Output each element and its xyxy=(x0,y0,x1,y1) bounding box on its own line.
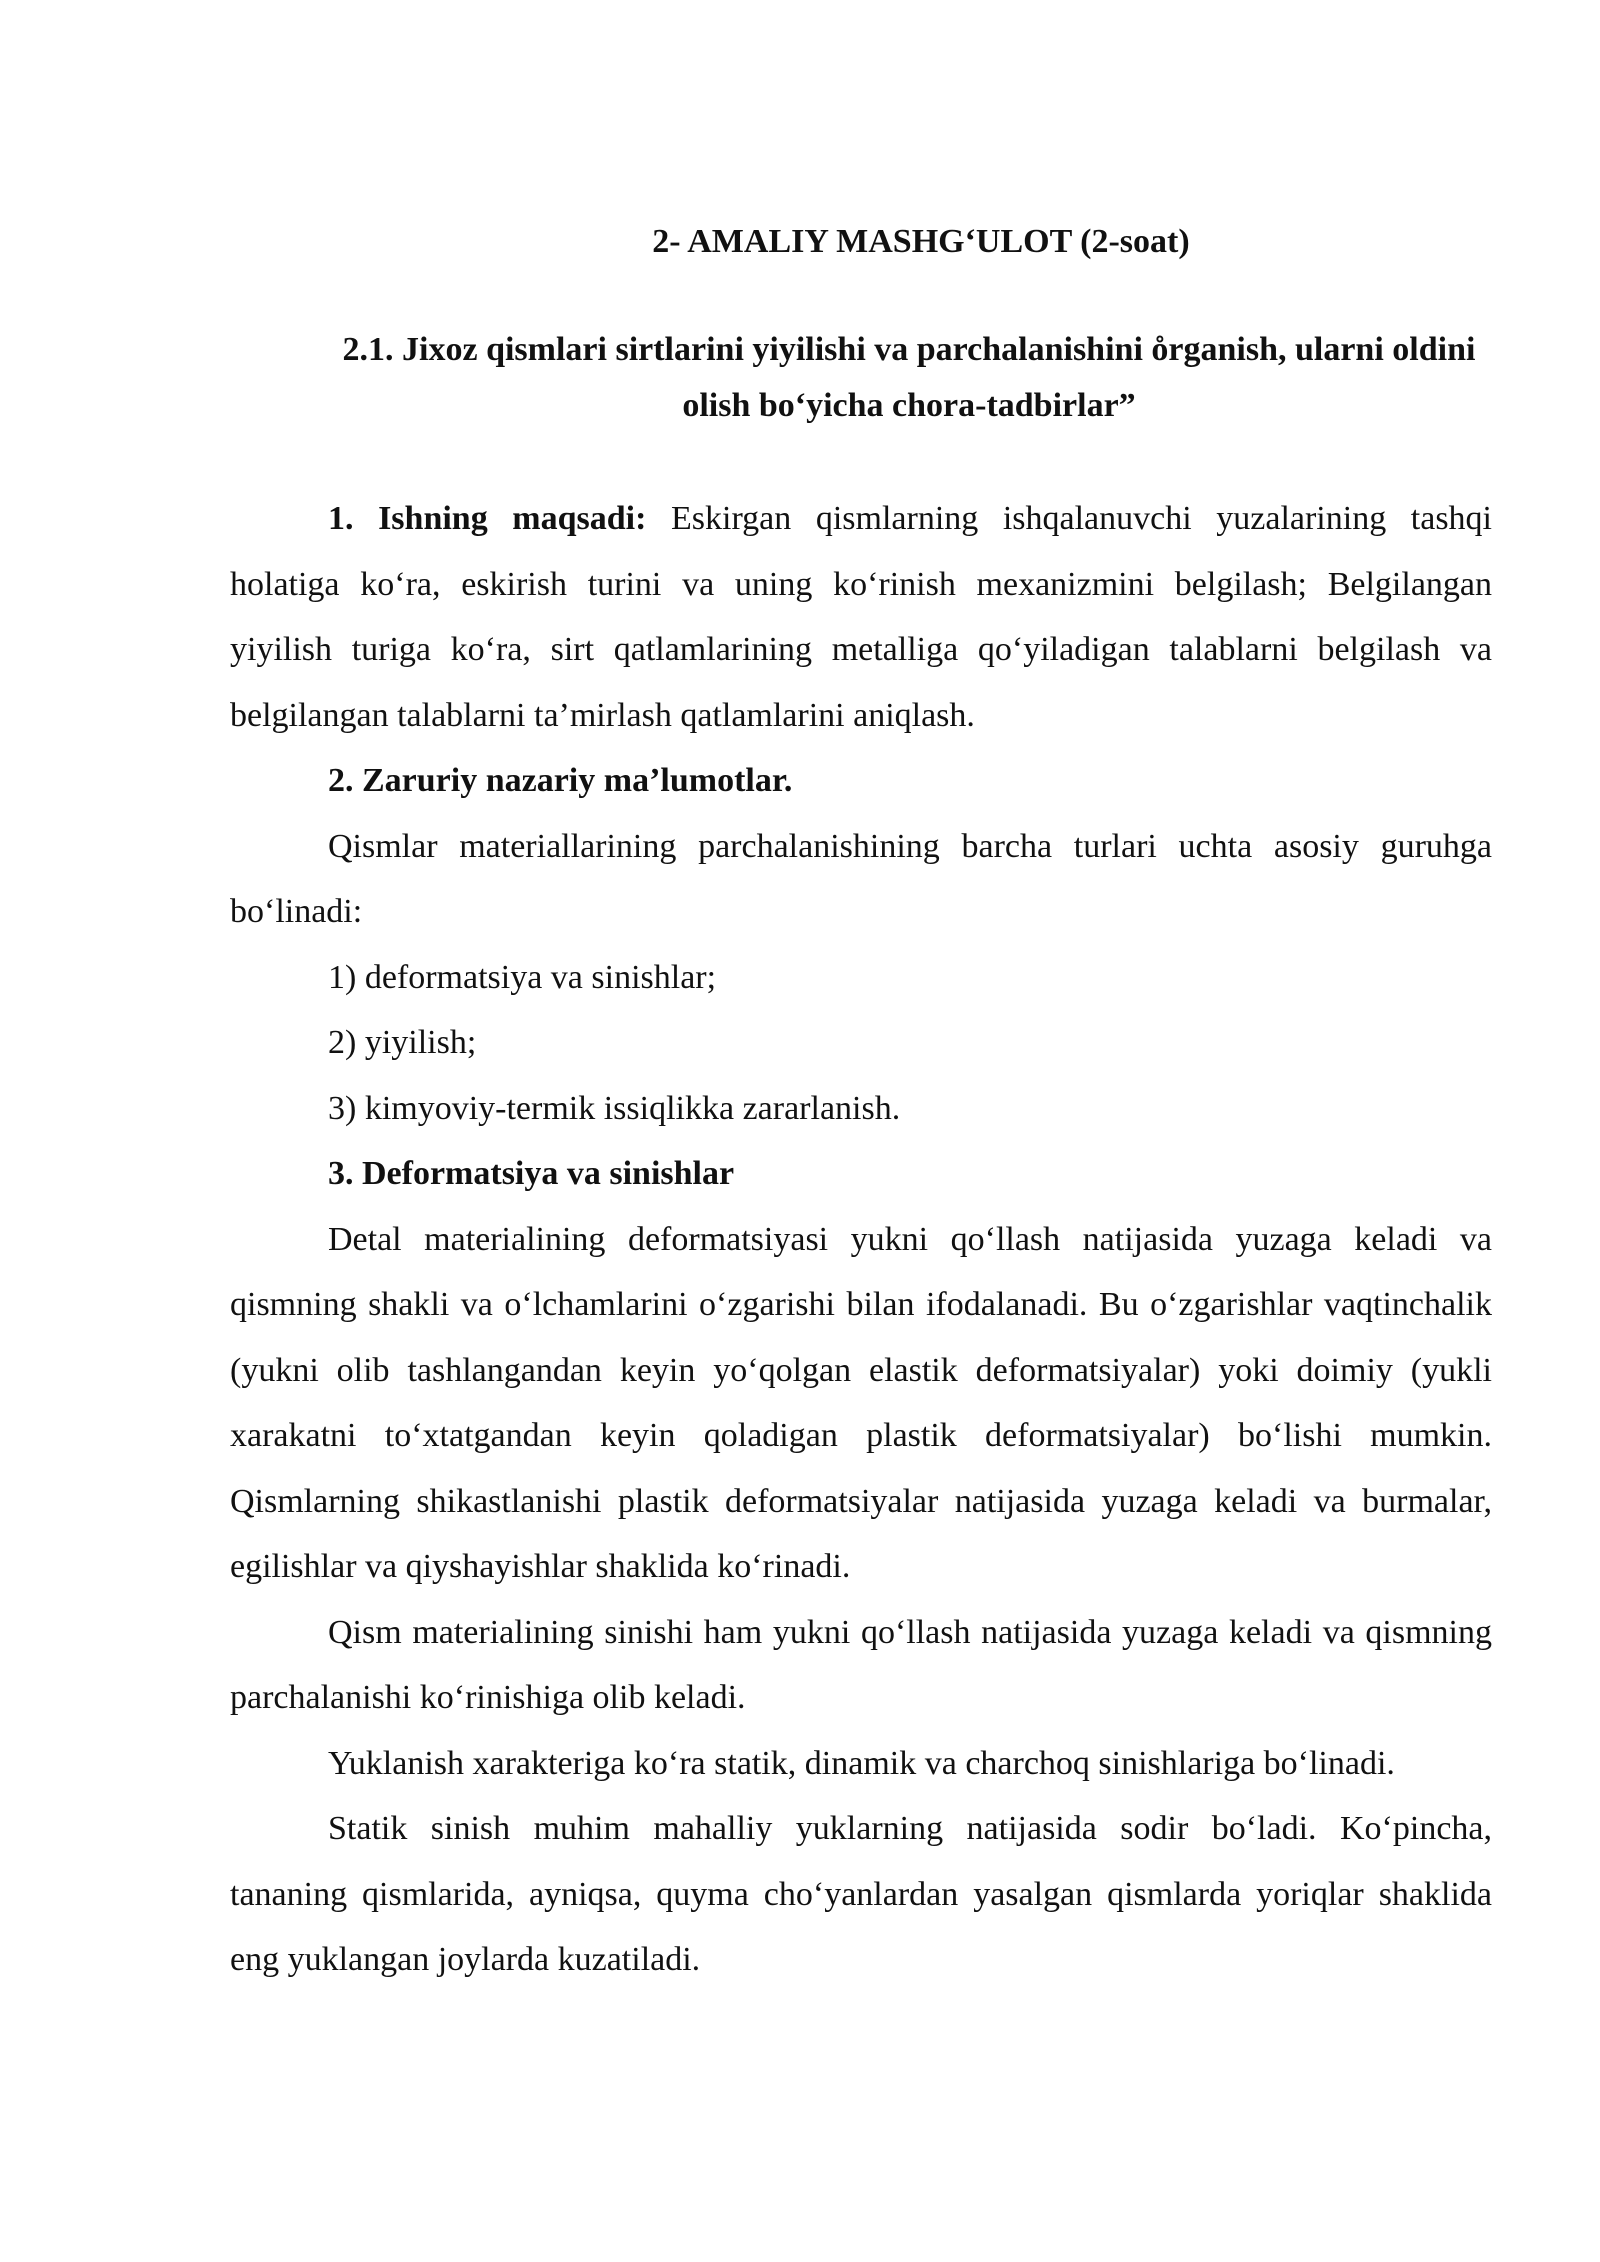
static-fracture-paragraph: Statik sinish muhim mahalliy yuklarning natijasida sodir bo‘ladi. Ko‘pincha, tananing qismlarida, ayniqsa, quyma cho‘yanlardan yasalgan qismlarda yoriqlar shaklida eng yuklangan joylarda kuzatiladi. xyxy=(230,1810,1492,1978)
list-item: 1) deformatsiya va sinishlar; xyxy=(328,958,717,996)
deformation-heading: 3. Deformatsiya va sinishlar xyxy=(328,1155,735,1192)
document-page xyxy=(230,212,1492,1993)
deformation-paragraph: Detal materialining deformatsiyasi yukni qo‘llash natijasida yuzaga keladi va qismning shakli va o‘lchamlarini o‘zgarishi bilan ifodalanadi. Bu o‘zgarishlar vaqtinchalik (yukni olib tashlangandan keyin yo‘qolgan elastik deformatsiyalar) yoki doimiy (yukli xarakatni to‘xtatgandan keyin qoladigan plastik deformatsiyalar) bo‘lishi mumkin. Qismlarning shikastlanishi plastik deformatsiyalar natijasida yuzaga keladi va burmalar, egilishlar va qiyshayishlar shaklida ko‘rinadi. xyxy=(230,1220,1492,1585)
section-subtitle: 2.1. Jixoz qismlari sirtlarini yiyilishi va parchalanishini o̊rganish, ularni oldini olish bo‘yicha chora-tadbirlar” xyxy=(342,331,1476,424)
loading-type-paragraph: Yuklanish xarakteriga ko‘ra statik, dinamik va charchoq sinishlariga bo‘linadi. xyxy=(328,1744,1395,1782)
theory-intro: Qismlar materiallarining parchalanishining barcha turlari uchta asosiy guruhga bo‘linadi: xyxy=(230,827,1492,930)
list-item: 2) yiyilish; xyxy=(328,1024,477,1061)
objective-paragraph xyxy=(230,486,1492,748)
theory-heading: 2. Zaruriy nazariy ma’lumotlar. xyxy=(328,762,793,799)
list-item: 3) kimyoviy-termik issiqlikka zararlanish. xyxy=(328,1089,901,1127)
fracture-paragraph: Qism materialining sinishi ham yukni qo‘llash natijasida yuzaga keladi va qismning parchalanishi ko‘rinishiga olib keladi. xyxy=(230,1613,1492,1716)
page-title: 2- AMALIY MASHG‘ULOT (2-soat) xyxy=(652,223,1190,260)
objective-text: Eskirgan qismlarning ishqalanuvchi yuzalarining tashqi holatiga ko‘ra, eskirish turini va uning ko‘rinish mexanizmini belgilash; Belgilangan yiyilish turiga ko‘ra, sirt qatlamlarining metalliga qo‘yiladigan talablarni belgilash va belgilangan talablarni ta’mirlash qatlamlarini aniqlash. xyxy=(230,500,1492,734)
objective-label: 1. Ishning maqsadi: xyxy=(328,500,647,537)
